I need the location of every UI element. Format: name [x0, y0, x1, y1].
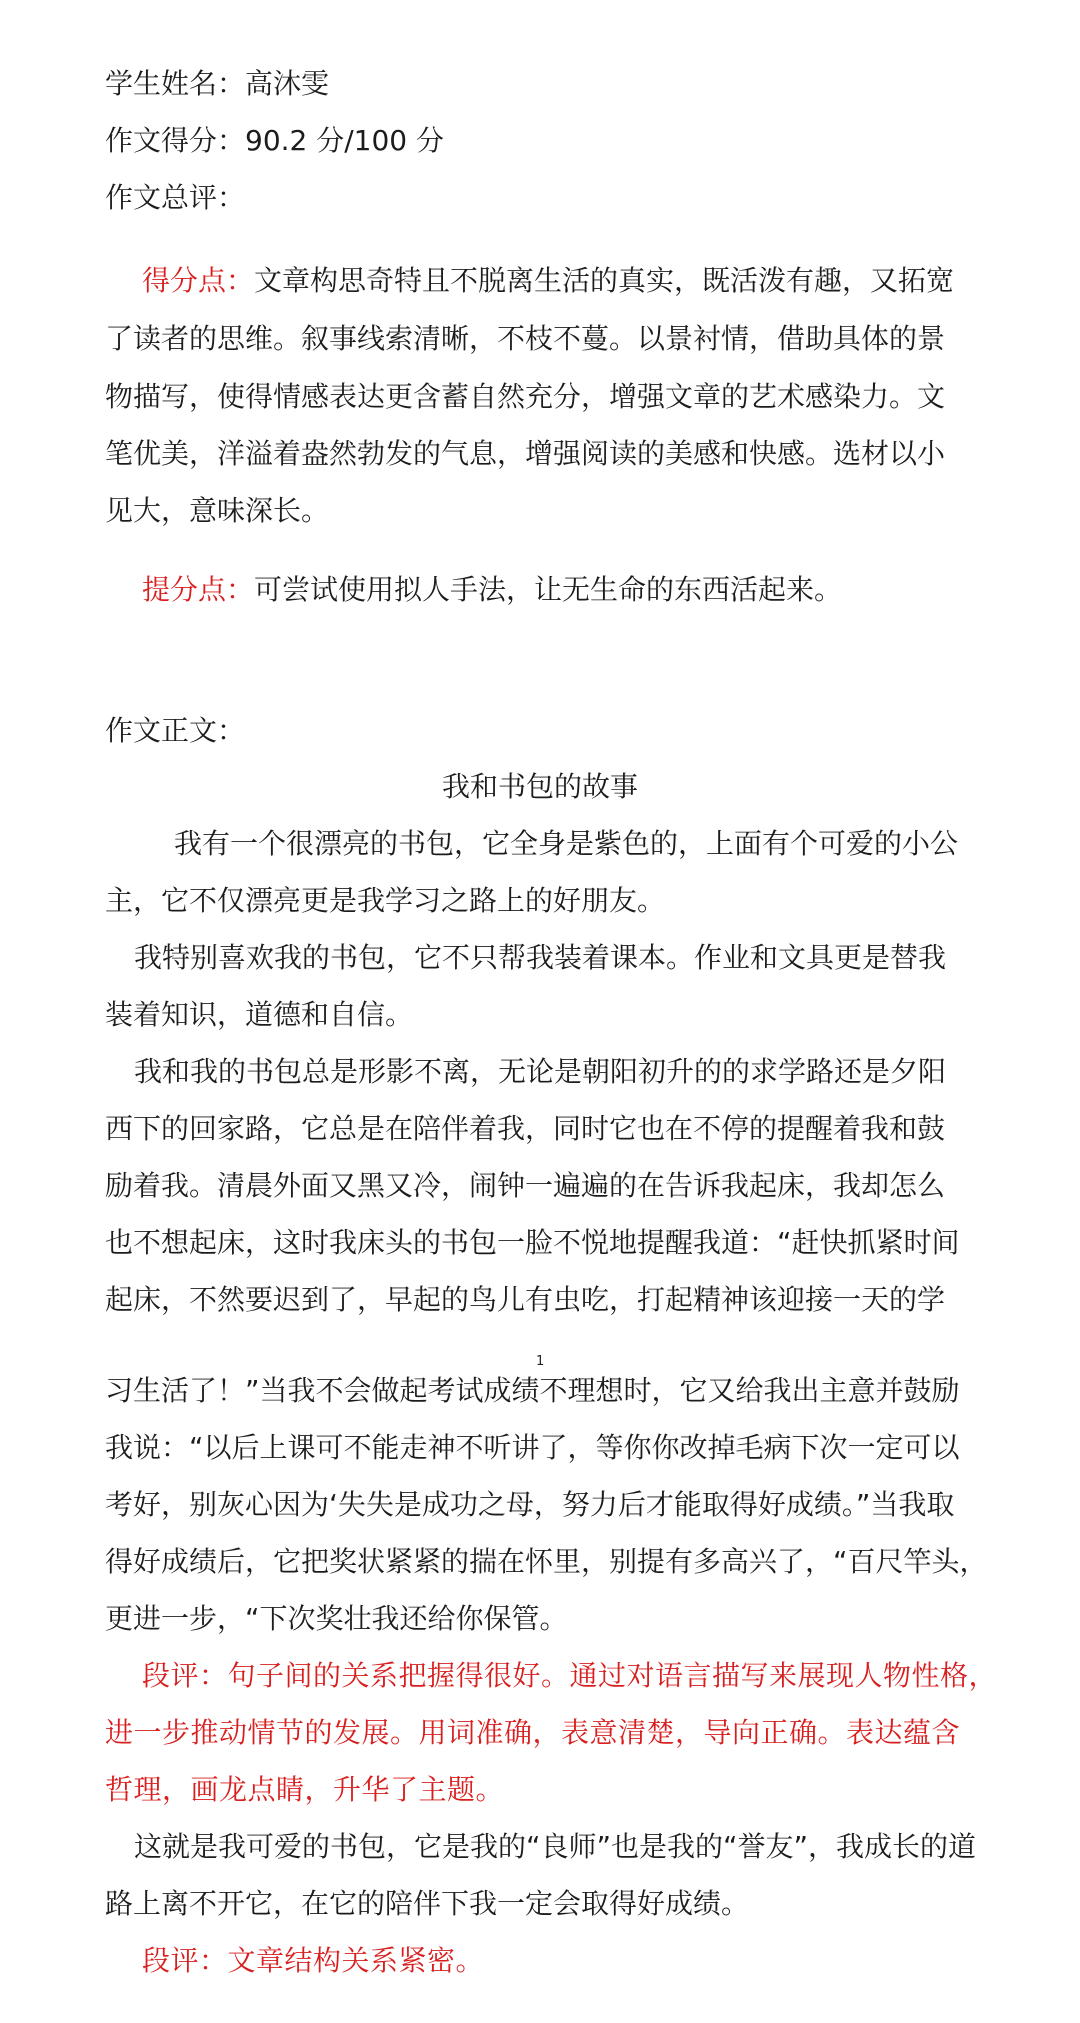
essay-score: 作文得分：90.2 分/100 分 — [105, 124, 445, 157]
essay-line: 习生活了！”当我不会做起考试成绩不理想时，它又给我出主意并鼓励 — [105, 1374, 960, 1407]
paragraph-comment-1-line-2: 进一步推动情节的发展。用词准确，表意清楚，导向正确。表达蕴含 — [105, 1716, 961, 1749]
essay-line: 励着我。清晨外面又黑又冷，闹钟一遍遍的在告诉我起床，我却怎么 — [105, 1169, 946, 1202]
merit-paragraph-line-5: 见大，意味深长。 — [105, 494, 330, 527]
merit-label: 得分点： — [142, 264, 255, 297]
essay-line: 路上离不开它，在它的陪伴下我一定会取得好成绩。 — [105, 1887, 750, 1920]
essay-line: 我有一个很漂亮的书包，它全身是紫色的，上面有个可爱的小公 — [174, 827, 959, 860]
essay-line: 更进一步，“下次奖壮我还给你保管。 — [105, 1602, 568, 1635]
merit-paragraph-line-1: 得分点：文章构思奇特且不脱离生活的真实，既活泼有趣，又拓宽 — [142, 264, 955, 297]
essay-line: 我说：“以后上课可不能走神不听讲了，等你你改掉毛病下次一定可以 — [105, 1431, 960, 1464]
paragraph-comment-1-line-3: 哲理，画龙点睛，升华了主题。 — [105, 1773, 505, 1806]
essay-line: 我和我的书包总是形影不离，无论是朝阳初升的的求学路还是夕阳 — [134, 1055, 947, 1088]
paragraph-comment-1-line-1: 段评：句子间的关系把握得很好。通过对语言描写来展现人物性格， — [142, 1659, 998, 1692]
paragraph-comment-2: 段评：文章结构关系紧密。 — [142, 1944, 485, 1977]
page-number: 1 — [536, 1354, 545, 1369]
essay-line: 得好成绩后，它把奖状紧紧的揣在怀里，别提有多高兴了，“百尺竿头， — [105, 1545, 988, 1578]
overall-review-heading: 作文总评： — [105, 181, 246, 214]
essay-line: 西下的回家路，它总是在陪伴着我，同时它也在不停的提醒着我和鼓 — [105, 1112, 946, 1145]
essay-line: 考好，别灰心因为‘失失是成功之母，努力后才能取得好成绩。”当我取 — [105, 1488, 955, 1521]
improve-paragraph: 提分点：可尝试使用拟人手法，让无生命的东西活起来。 — [142, 573, 843, 606]
improve-label: 提分点： — [142, 573, 255, 606]
essay-line: 也不想起床，这时我床头的书包一脸不悦地提醒我道：“赶快抓紧时间 — [105, 1226, 960, 1259]
student-name: 学生姓名：高沐雯 — [105, 67, 330, 100]
merit-paragraph-line-4: 笔优美，洋溢着盎然勃发的气息，增强阅读的美感和快感。选材以小 — [105, 437, 946, 470]
essay-line: 这就是我可爱的书包，它是我的“良师”也是我的“誉友”，我成长的道 — [134, 1830, 977, 1863]
essay-line: 起床，不然要迟到了，早起的鸟儿有虫吃，打起精神该迎接一天的学 — [105, 1283, 946, 1316]
essay-line: 我特别喜欢我的书包，它不只帮我装着课本。作业和文具更是替我 — [134, 941, 947, 974]
essay-line: 主，它不仅漂亮更是我学习之路上的好朋友。 — [105, 884, 666, 917]
essay-heading: 作文正文： — [105, 714, 246, 747]
merit-paragraph-line-3: 物描写，使得情感表达更含蓄自然充分，增强文章的艺术感染力。文 — [105, 380, 946, 413]
essay-title: 我和书包的故事 — [441, 770, 638, 803]
merit-paragraph-line-2: 了读者的思维。叙事线索清晰，不枝不蔓。以景衬情，借助具体的景 — [105, 322, 946, 355]
essay-line: 装着知识，道德和自信。 — [105, 998, 414, 1031]
